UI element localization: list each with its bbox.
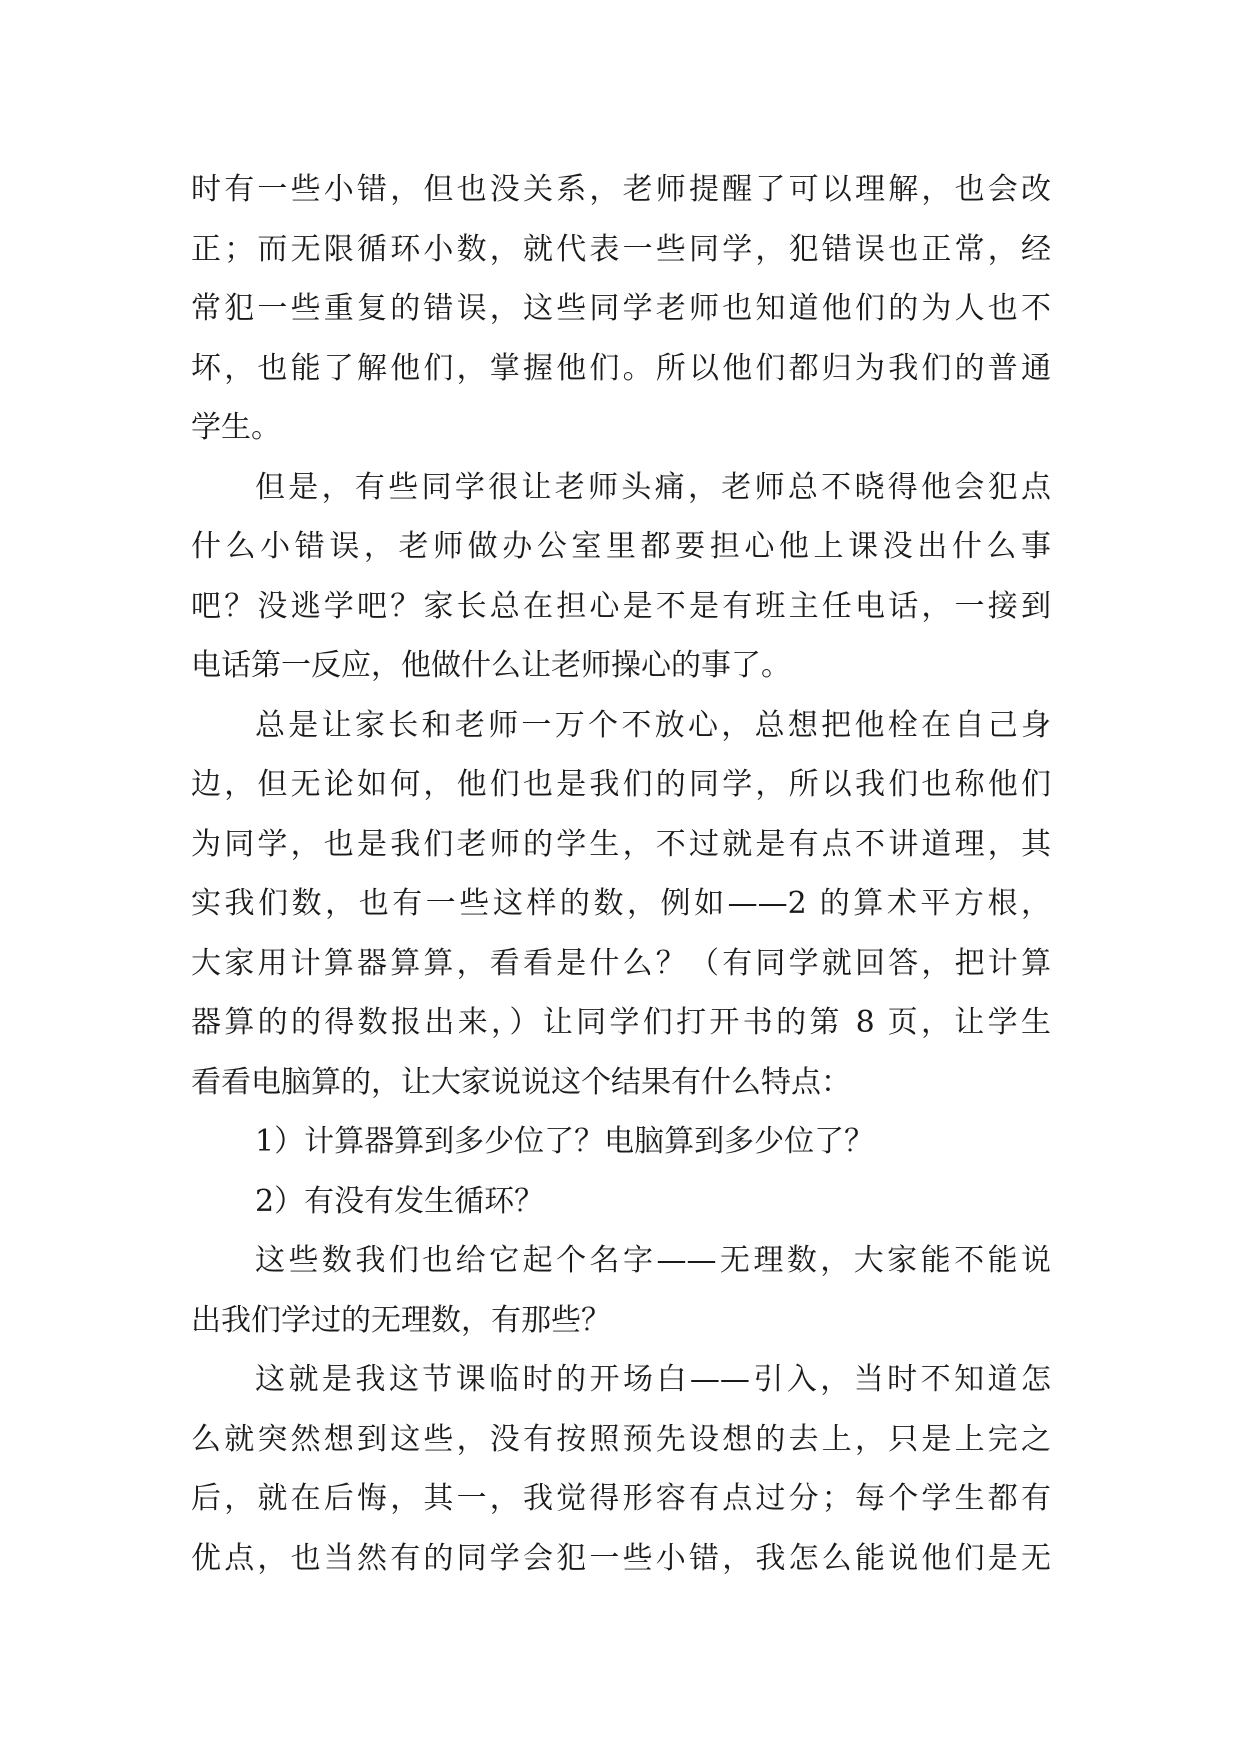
text-line: 坏，也能了解他们，掌握他们。所以他们都归为我们的普通	[191, 350, 1051, 386]
text-line: 么就突然想到这些，没有按照预先设想的去上，只是上完之	[191, 1421, 1051, 1457]
text-line: 这些数我们也给它起个名字——无理数，大家能不能说	[255, 1243, 1051, 1278]
text-line: 后，就在后悔，其一，我觉得形容有点过分；每个学生都有	[191, 1481, 1051, 1516]
text-line: 这就是我这节课临时的开场白——引入，当时不知道怎	[255, 1362, 1051, 1397]
text-line: 时有一些小错，但也没关系，老师提醒了可以理解，也会改	[191, 172, 1051, 207]
text-line: 1）计算器算到多少位了？电脑算到多少位了？	[255, 1124, 875, 1159]
text-line: 优点，也当然有的同学会犯一些小错，我怎么能说他们是无	[191, 1540, 1051, 1576]
text-line: 器算的的得数报出来，）让同学们打开书的第 8 页，让学生	[191, 1005, 1051, 1040]
text-line: 常犯一些重复的错误，这些同学老师也知道他们的为人也不	[191, 291, 1051, 326]
text-line: 学生。	[191, 410, 281, 445]
text-line: 实我们数，也有一些这样的数，例如——2 的算术平方根，	[191, 886, 1051, 921]
text-line: 正；而无限循环小数，就代表一些同学，犯错误也正常，经	[191, 231, 1051, 267]
text-line: 出我们学过的无理数，有那些？	[191, 1302, 611, 1338]
text-line: 大家用计算器算算，看看是什么？（有同学就回答，把计算	[191, 945, 1051, 981]
text-line: 总是让家长和老师一万个不放心，总想把他栓在自己身	[255, 707, 1051, 743]
body-text	[191, 160, 1051, 1588]
text-line: 但是，有些同学很让老师头痛，老师总不晓得他会犯点	[255, 469, 1051, 505]
text-line: 吧？没逃学吧？家长总在担心是不是有班主任电话，一接到	[191, 588, 1051, 624]
text-line: 边，但无论如何，他们也是我们的同学，所以我们也称他们	[191, 767, 1051, 802]
text-line: 看看电脑算的，让大家说说这个结果有什么特点：	[191, 1064, 851, 1100]
text-line: 为同学，也是我们老师的学生，不过就是有点不讲道理，其	[191, 826, 1051, 862]
text-line: 什么小错误，老师做办公室里都要担心他上课没出什么事	[191, 529, 1051, 564]
text-line: 2）有没有发生循环？	[255, 1183, 545, 1219]
text-line: 电话第一反应，他做什么让老师操心的事了。	[191, 648, 791, 683]
